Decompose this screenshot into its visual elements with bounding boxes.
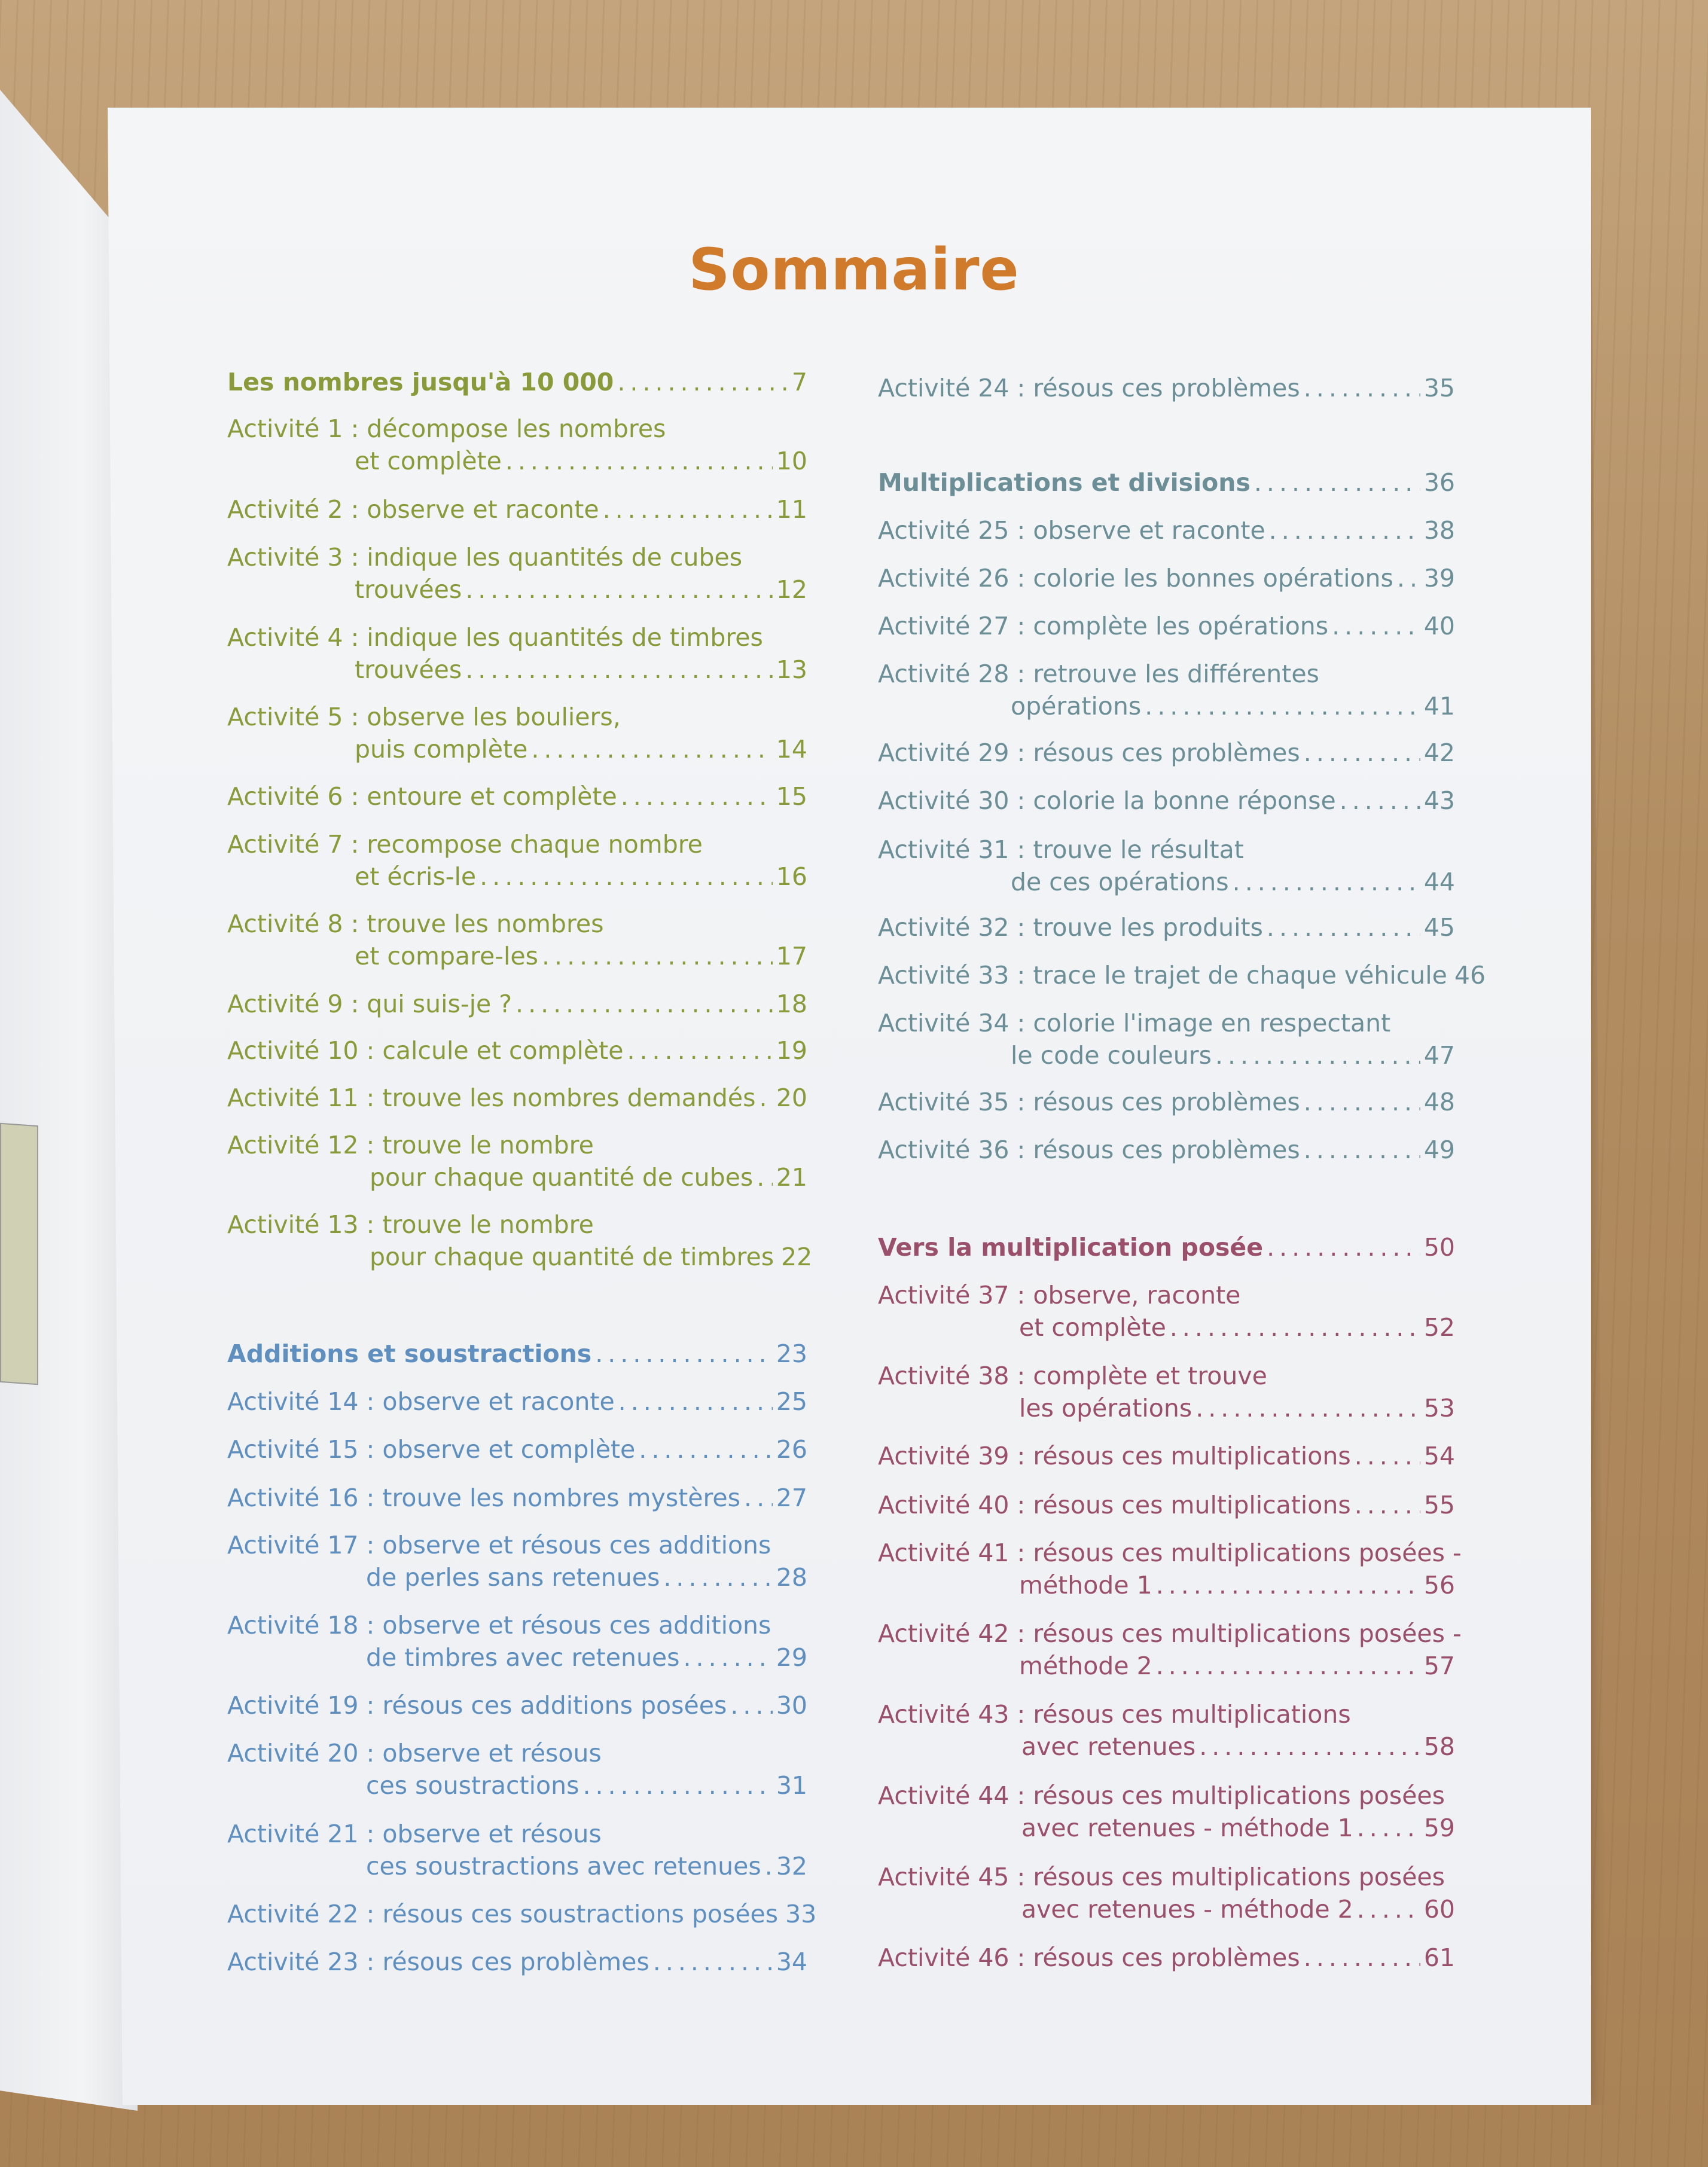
dot-leader [1304,738,1420,767]
dot-leader [1304,1943,1420,1972]
entry-line [878,738,1455,771]
entry-first-line: Activité 41 : résous ces multiplications posées - [878,1539,1462,1567]
entry-text: Activité 30 : colorie la bonne réponse [878,786,1336,815]
entry-text: Activité 46 : résous ces problèmes [878,1943,1300,1972]
entry-first-line: Activité 31 : trouve le résultat [878,835,1244,864]
dot-leader [1233,868,1420,896]
entry-text: trouvées [355,575,462,604]
entry-line [227,1484,807,1516]
toc-entry [227,543,807,608]
entry-text: Activité 2 : observe et raconte [227,495,599,524]
entry-second-line [878,1313,1455,1345]
toc-entry [878,1362,1455,1426]
entry-line [227,990,807,1022]
toc-entry [878,516,1455,548]
dot-leader [1304,374,1420,402]
entry-second-line [878,1732,1455,1765]
entry-line [878,786,1455,819]
entry-text: de timbres avec retenues [366,1643,680,1672]
entry-text: de perles sans retenues [366,1563,660,1592]
entry-text: Activité 26 : colorie les bonnes opérations [878,564,1393,593]
entry-first-line: Activité 38 : complète et trouve [878,1362,1267,1390]
dot-leader [505,447,773,475]
entry-first-line: Activité 34 : colorie l'image en respectant [878,1009,1391,1037]
entry-second-line [878,1895,1455,1927]
entry-line [227,495,807,527]
heading-text: Vers la multiplication posée [878,1233,1264,1262]
dot-leader [684,1643,773,1672]
page-number: 23 [776,1339,807,1368]
left-page-insert [0,1123,38,1385]
entry-text: Activité 33 : trace le trajet de chaque véhicule [878,961,1447,990]
page-number: 13 [776,655,807,684]
entry-text: Activité 11 : trouve les nombres demandés [227,1084,756,1112]
page-number: 56 [1423,1571,1455,1600]
page-number: 15 [776,782,807,811]
entry-line [878,1136,1455,1168]
page-number: 42 [1423,738,1455,767]
page-number: 17 [776,942,807,970]
toc-entry [878,1009,1455,1073]
toc-entry [227,782,807,814]
entry-text: et complète [1019,1313,1166,1342]
page-number: 54 [1423,1442,1455,1470]
entry-second-line [227,1243,813,1275]
dot-leader [730,1691,773,1720]
entry-first-line: Activité 18 : observe et résous ces additions [227,1611,771,1640]
toc-entry [878,1781,1455,1846]
toc-entry [227,990,807,1022]
entry-line [878,564,1455,596]
toc-entry [227,1611,807,1675]
page-number: 29 [776,1643,807,1672]
toc-entry [878,835,1455,900]
entry-second-line [227,735,807,767]
page-number: 46 [1454,961,1486,990]
page-number: 43 [1423,786,1455,815]
dot-leader [1269,516,1420,545]
toc-entry [878,1281,1455,1345]
entry-line [227,1036,807,1069]
entry-line [878,1442,1455,1474]
page-number: 55 [1423,1491,1455,1519]
entry-first-line: Activité 42 : résous ces multiplications posées - [878,1619,1462,1648]
toc-entry [227,1900,817,1932]
toc-entry [878,564,1455,596]
entry-first-line: Activité 1 : décompose les nombres [227,414,666,443]
entry-text: Activité 19 : résous ces additions posées [227,1691,727,1720]
toc-entry [878,1136,1455,1168]
dot-leader [757,1163,773,1192]
dot-leader [653,1948,773,1976]
page-number: 10 [776,447,807,475]
section-heading [227,1339,807,1372]
entry-first-line: Activité 4 : indique les quantités de timbres [227,623,763,652]
dot-leader [1304,1088,1420,1116]
entry-second-line [878,692,1455,724]
page-number: 39 [1423,564,1455,593]
toc-entry [227,703,807,767]
page-number: 14 [776,735,807,764]
entry-text: ces soustractions avec retenues [366,1852,761,1881]
entry-text: Activité 15 : observe et complète [227,1435,636,1464]
entry-first-line: Activité 3 : indique les quantités de cubes [227,543,743,572]
entry-line [227,1948,807,1980]
page-number: 21 [776,1163,807,1192]
toc-entry [878,1700,1455,1765]
heading-text: Les nombres jusqu'à 10 000 [227,368,614,396]
page-number: 52 [1423,1313,1455,1342]
page-number: 47 [1423,1041,1455,1070]
page-number: 30 [776,1691,807,1720]
dot-leader [1357,1814,1420,1842]
toc-entry [878,786,1455,819]
dot-leader [1145,692,1420,721]
toc-entry [227,1131,807,1195]
page-number: 57 [1423,1652,1455,1680]
page-number: 22 [781,1243,813,1271]
entry-text: de ces opérations [1011,868,1229,896]
entry-first-line: Activité 8 : trouve les nombres [227,909,604,938]
dot-leader [1267,913,1420,942]
page-number: 36 [1423,468,1455,497]
entry-line [227,1900,817,1932]
dot-leader [744,1484,773,1512]
toc-entry [227,1820,807,1884]
entry-first-line: Activité 17 : observe et résous ces additions [227,1531,771,1559]
entry-text: et écris-le [355,862,477,891]
entry-text: avec retenues - méthode 1 [1021,1814,1353,1842]
entry-text: trouvées [355,655,462,684]
page-number: 40 [1423,612,1455,640]
entry-text: les opérations [1019,1394,1192,1423]
entry-text: ces soustractions [366,1771,580,1800]
toc-entry [878,1863,1455,1927]
entry-line [227,1435,807,1467]
toc-entry [878,1539,1462,1603]
toc-entry [227,1691,807,1723]
page-number: 32 [776,1852,807,1881]
entry-text: puis complète [355,735,528,764]
toc-entry [227,623,807,688]
page-number: 18 [776,990,807,1018]
toc-entry [227,1739,807,1803]
entry-line [227,1387,807,1420]
page-number: 31 [776,1771,807,1800]
page-number: 58 [1423,1732,1455,1761]
toc-entry [878,913,1455,945]
entry-second-line [227,1563,807,1595]
dot-leader [465,575,773,604]
dot-leader [1304,1136,1420,1164]
toc-entry [227,1084,807,1116]
page-number: 53 [1423,1394,1455,1423]
toc-entry [227,909,807,974]
dot-leader [1156,1571,1420,1600]
entry-first-line: Activité 21 : observe et résous [227,1820,602,1848]
page-number: 60 [1423,1895,1455,1924]
heading-line [878,1233,1455,1265]
entry-line [227,1691,807,1723]
entry-text: Activité 16 : trouve les nombres mystères [227,1484,741,1512]
dot-leader [465,655,773,684]
dot-leader [760,1084,773,1112]
dot-leader [603,495,773,524]
toc-entry [878,374,1455,406]
entry-second-line [878,1394,1455,1426]
entry-second-line [878,1041,1455,1073]
dot-leader [1170,1313,1420,1342]
toc-entry [878,1442,1455,1474]
entry-line [878,1491,1455,1523]
dot-leader [1156,1652,1420,1680]
entry-first-line: Activité 13 : trouve le nombre [227,1210,594,1239]
entry-text: méthode 2 [1019,1652,1152,1680]
entry-text: avec retenues - méthode 2 [1021,1895,1353,1924]
entry-text: Activité 36 : résous ces problèmes [878,1136,1300,1164]
entry-text: Activité 39 : résous ces multiplications [878,1442,1351,1470]
entry-text: opérations [1011,692,1142,721]
page-number: 11 [776,495,807,524]
dot-leader [595,1339,773,1368]
entry-first-line: Activité 20 : observe et résous [227,1739,602,1768]
dot-leader [1254,468,1420,497]
entry-text: Activité 29 : résous ces problèmes [878,738,1300,767]
entry-second-line [227,1771,807,1803]
section-heading [878,468,1455,500]
dot-leader [663,1563,773,1592]
page-number: 27 [776,1484,807,1512]
page-title: Sommaire [688,236,1020,303]
entry-line [878,1088,1455,1120]
dot-leader [621,782,773,811]
page-number: 61 [1423,1943,1455,1972]
section-heading [227,368,807,400]
heading-text: Additions et soustractions [227,1339,592,1368]
section-heading [878,1233,1455,1265]
entry-line [878,961,1486,993]
entry-line [878,374,1455,406]
entry-first-line: Activité 5 : observe les bouliers, [227,703,621,731]
dot-leader [1195,1394,1420,1423]
entry-text: et complète [355,447,502,475]
dot-leader [627,1036,772,1065]
dot-leader [1355,1491,1420,1519]
entry-second-line [227,447,807,479]
entry-text: Activité 35 : résous ces problèmes [878,1088,1300,1116]
entry-line [878,516,1455,548]
page-number: 20 [776,1084,807,1112]
page-number: 26 [776,1435,807,1464]
entry-text: et compare-les [355,942,538,970]
page-number: 25 [776,1387,807,1416]
toc-entry [227,1948,807,1980]
page-number: 35 [1423,374,1455,402]
entry-line [227,782,807,814]
entry-second-line [878,1571,1455,1603]
dot-leader [1267,1233,1420,1262]
entry-second-line [878,1652,1455,1684]
entry-text: méthode 1 [1019,1571,1152,1600]
entry-second-line [227,1643,807,1675]
page-number: 44 [1423,868,1455,896]
toc-entry [227,414,807,479]
entry-first-line: Activité 12 : trouve le nombre [227,1131,594,1159]
toc-entry [878,660,1455,724]
entry-text: Activité 22 : résous ces soustractions posées [227,1900,779,1928]
toc-entry [227,1387,807,1420]
entry-line [878,612,1455,644]
entry-text: Activité 9 : qui suis-je ? [227,990,513,1018]
dot-leader [1357,1895,1420,1924]
toc-entry [227,1435,807,1467]
entry-first-line: Activité 45 : résous ces multiplications posées [878,1863,1445,1891]
toc-entry [227,1210,813,1275]
dot-leader [1340,786,1420,815]
page-number: 33 [785,1900,817,1928]
dot-leader [1199,1732,1420,1761]
entry-first-line: Activité 43 : résous ces multiplications [878,1700,1351,1729]
dot-leader [1355,1442,1420,1470]
entry-text: Activité 23 : résous ces problèmes [227,1948,649,1976]
toc-entry [227,1531,807,1595]
entry-second-line [227,942,807,974]
entry-text: Activité 24 : résous ces problèmes [878,374,1300,402]
toc-entry [878,1619,1462,1684]
entry-text: Activité 10 : calcule et complète [227,1036,624,1065]
entry-second-line [227,575,807,608]
page-number: 12 [776,575,807,604]
entry-line [227,1084,807,1116]
page-number: 16 [776,862,807,891]
toc-entry [878,1088,1455,1120]
toc-entry [227,495,807,527]
page-number: 49 [1423,1136,1455,1164]
page-number: 41 [1423,692,1455,721]
dot-leader [617,368,788,396]
dot-leader [582,1771,772,1800]
toc-entry [227,830,807,895]
dot-leader [1397,564,1420,593]
entry-line [878,1943,1455,1976]
page-number: 19 [776,1036,807,1065]
entry-text: Activité 25 : observe et raconte [878,516,1265,545]
heading-line [878,468,1455,500]
toc-entry [878,1943,1455,1976]
page-number: 48 [1423,1088,1455,1116]
entry-text: Activité 14 : observe et raconte [227,1387,615,1416]
dot-leader [639,1435,773,1464]
toc-entry [878,961,1486,993]
page-number: 50 [1423,1233,1455,1262]
heading-text: Multiplications et divisions [878,468,1250,497]
dot-leader [765,1852,773,1881]
page-number: 59 [1423,1814,1455,1842]
entry-second-line [227,1852,807,1884]
dot-leader [1215,1041,1420,1070]
dot-leader [516,990,773,1018]
page-number: 34 [776,1948,807,1976]
entry-first-line: Activité 44 : résous ces multiplications posées [878,1781,1445,1810]
heading-line [227,368,807,400]
entry-line [878,913,1455,945]
dot-leader [480,862,773,891]
page-number: 38 [1423,516,1455,545]
entry-second-line [227,655,807,688]
entry-text: Activité 40 : résous ces multiplications [878,1491,1351,1519]
entry-text: avec retenues [1021,1732,1196,1761]
page-number: 28 [776,1563,807,1592]
heading-line [227,1339,807,1372]
dot-leader [542,942,773,970]
entry-text: Activité 27 : complète les opérations [878,612,1329,640]
page-number: 45 [1423,913,1455,942]
entry-second-line [227,1163,807,1195]
dot-leader [618,1387,773,1416]
entry-text: pour chaque quantité de timbres [370,1243,774,1271]
entry-text: Activité 32 : trouve les produits [878,913,1263,942]
toc-entry [878,612,1455,644]
entry-text: Activité 6 : entoure et complète [227,782,617,811]
toc-entry [227,1036,807,1069]
page-number: 7 [791,368,807,396]
entry-second-line [227,862,807,895]
dot-leader [531,735,773,764]
toc-entry [878,1491,1455,1523]
entry-second-line [878,1814,1455,1846]
entry-second-line [878,868,1455,900]
toc-entry [878,738,1455,771]
entry-text: le code couleurs [1011,1041,1212,1070]
entry-text: pour chaque quantité de cubes [370,1163,754,1192]
dot-leader [1332,612,1420,640]
toc-entry [227,1484,807,1516]
entry-first-line: Activité 7 : recompose chaque nombre [227,830,703,859]
entry-first-line: Activité 37 : observe, raconte [878,1281,1241,1310]
entry-first-line: Activité 28 : retrouve les différentes [878,660,1319,688]
